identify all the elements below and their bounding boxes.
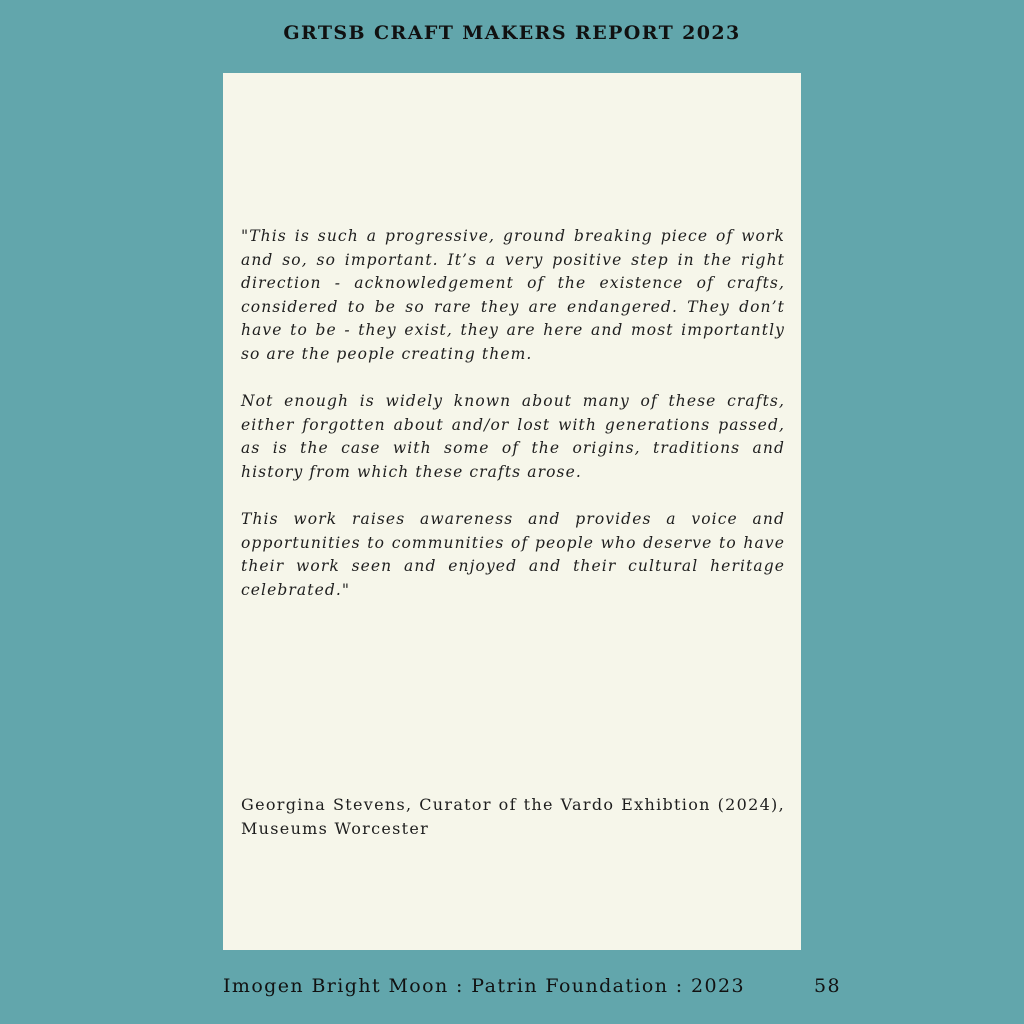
quote-paragraph-1: "This is such a progressive, ground breaking piece of work and so, so important. It’s a very positive step in the right direction - acknowledgement of the existence of crafts, considered to be so rare they are endangered. They don’t have to be - they exist, they are here and most importantly so are the people creating them. (241, 227, 785, 363)
page-number: 58 (814, 975, 841, 997)
footer-credit: Imogen Bright Moon : Patrin Foundation : 2023 (223, 975, 745, 997)
page-footer (0, 975, 1024, 1003)
quote-paragraph-2: Not enough is widely known about many of these crafts, either forgotten about and/or lost with generations passed, as is the case with some of the origins, traditions and history from which these crafts arose. (241, 392, 785, 481)
content-card (223, 73, 801, 950)
quote-paragraph-3: This work raises awareness and provides a voice and opportunities to communities of people who deserve to have their work seen and enjoyed and their cultural heritage celebrated." (241, 510, 785, 599)
testimonial-quote (241, 225, 785, 626)
report-title: GRTSB CRAFT MAKERS REPORT 2023 (283, 22, 741, 44)
quote-attribution: Georgina Stevens, Curator of the Vardo Exhibtion (2024), Museums Worcester (241, 795, 785, 838)
